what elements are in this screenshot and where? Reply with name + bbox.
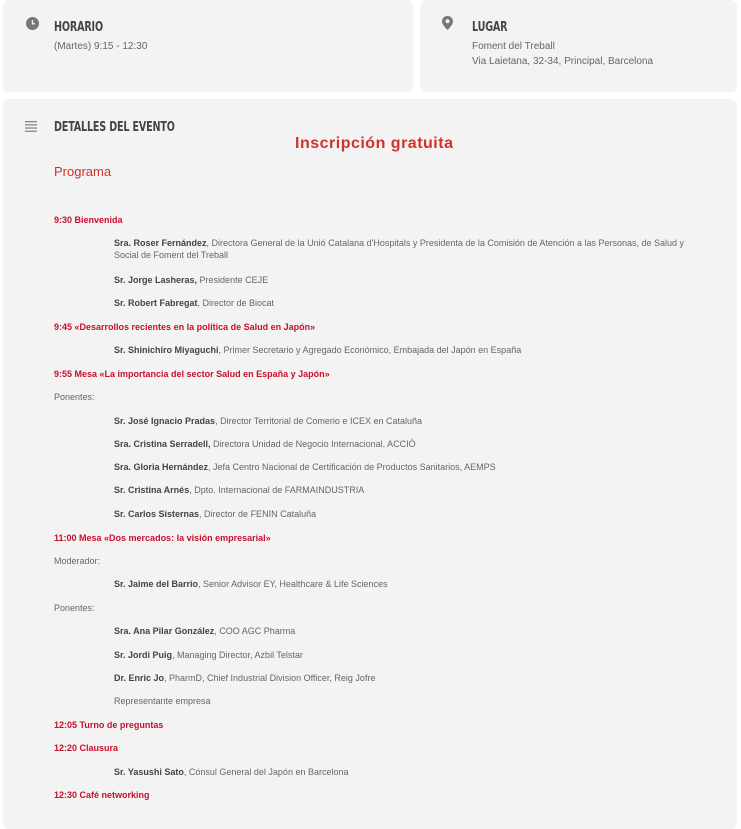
program-speaker bbox=[114, 415, 422, 427]
speaker-name: Sr. Robert Fabregat bbox=[114, 298, 198, 308]
program-time-item: 9:30 Bienvenida bbox=[54, 215, 123, 225]
program-time-item: 11:00 Mesa «Dos mercados: la visión empresarial» bbox=[54, 533, 271, 543]
horario-text: (Martes) 9:15 - 12:30 bbox=[54, 41, 148, 52]
program-speaker bbox=[114, 766, 348, 778]
speaker-name: Sr. Cristina Arnés bbox=[114, 485, 190, 495]
speaker-role: , Dpto. Internacional de FARMAINDUSTRIA bbox=[189, 485, 365, 495]
program-speaker bbox=[114, 237, 704, 261]
speaker-name: Sra. Ana Pilar González bbox=[114, 626, 215, 636]
speaker-role: , COO AGC Pharma bbox=[214, 626, 296, 636]
detalles-title: DETALLES DEL EVENTO bbox=[54, 120, 175, 135]
speaker-role: , Director de Biocat bbox=[197, 298, 275, 308]
speaker-name: Sr. José Ignacio Pradas bbox=[114, 416, 216, 426]
lugar-line2: Via Laietana, 32-34, Principal, Barcelona bbox=[472, 56, 654, 67]
program-time-item: 12:05 Turno de preguntas bbox=[54, 720, 164, 730]
speaker-role: Directora Unidad de Negocio Internacional, ACCIÓ bbox=[210, 439, 416, 449]
program-speaker bbox=[114, 461, 496, 473]
speaker-name: Sra. Roser Fernández bbox=[114, 238, 207, 248]
speaker-role: , Directora General de la Unió Catalana d'Hospitals y Presidenta de la Comisión de Atención a las Personas, de Salud y Social de Foment del Treball bbox=[114, 238, 685, 260]
map-pin-icon bbox=[442, 16, 453, 30]
program-label: Ponentes: bbox=[54, 392, 95, 402]
lugar-card bbox=[420, 0, 737, 92]
speaker-role: Presidente CEJE bbox=[197, 275, 269, 285]
clock-icon bbox=[26, 17, 39, 30]
program-speaker bbox=[114, 578, 387, 590]
speaker-name: Sr. Carlos Sisternas bbox=[114, 509, 200, 519]
horario-card bbox=[3, 0, 413, 92]
program-label: Ponentes: bbox=[54, 603, 95, 613]
inscripcion-heading: Inscripción gratuita bbox=[295, 135, 454, 152]
program-time-item: 9:55 Mesa «La importancia del sector Salud en España y Japón» bbox=[54, 369, 330, 379]
speaker-name: Sra. Cristina Serradell, bbox=[114, 439, 211, 449]
program-time-item: 12:20 Clausura bbox=[54, 743, 119, 753]
speaker-name: Sr. Yasushi Sato bbox=[114, 767, 184, 777]
program-speaker bbox=[114, 695, 211, 707]
speaker-role: , PharmD, Chief Industrial Division Officer, Reig Jofre bbox=[164, 673, 376, 683]
speaker-name: Sra. Gloria Hernández bbox=[114, 462, 209, 472]
speaker-role: , Senior Advisor EY, Healthcare & Life Sciences bbox=[198, 579, 388, 589]
program-time-item: 9:45 «Desarrollos recientes en la política de Salud en Japón» bbox=[54, 322, 316, 332]
lugar-line1: Foment del Treball bbox=[472, 41, 555, 52]
speaker-name: Sr. Jordi Puig bbox=[114, 650, 173, 660]
horario-title: HORARIO bbox=[54, 20, 103, 35]
speaker-role: , Cónsul General del Japón en Barcelona bbox=[183, 767, 349, 777]
speaker-role: , Jefa Centro Nacional de Certificación de Productos Sanitarios, AEMPS bbox=[208, 462, 496, 472]
speaker-role: , Primer Secretario y Agregado Económico, Embajada del Japón en España bbox=[218, 345, 522, 355]
program-speaker bbox=[114, 625, 295, 637]
speaker-name: Dr. Enric Jo bbox=[114, 673, 165, 683]
program-speaker bbox=[114, 297, 274, 309]
program-label: Moderador: bbox=[54, 556, 101, 566]
program-speaker bbox=[114, 649, 303, 661]
speaker-name: Sr. Jaime del Barrio bbox=[114, 579, 199, 589]
program-speaker bbox=[114, 438, 416, 450]
speaker-role: , Director Territorial de Comerio e ICEX en Cataluña bbox=[215, 416, 422, 426]
speaker-name: Sr. Shinichiro Miyaguchi bbox=[114, 345, 219, 355]
programa-heading: Programa bbox=[54, 164, 112, 179]
program-speaker bbox=[114, 508, 316, 520]
detalles-card bbox=[3, 99, 737, 829]
list-icon bbox=[25, 121, 37, 132]
speaker-name: Sr. Jorge Lasheras, bbox=[114, 275, 198, 285]
program-speaker bbox=[114, 672, 375, 684]
lugar-title: LUGAR bbox=[472, 20, 508, 35]
program-time-item: 12:30 Café networking bbox=[54, 790, 150, 800]
program-speaker bbox=[114, 484, 364, 496]
program-speaker bbox=[114, 274, 268, 286]
speaker-role: , Managing Director, Azbil Telstar bbox=[172, 650, 303, 660]
speaker-role: , Director de FENIN Cataluña bbox=[199, 509, 317, 519]
program-speaker bbox=[114, 344, 521, 356]
speaker-role: Representante empresa bbox=[114, 696, 211, 706]
